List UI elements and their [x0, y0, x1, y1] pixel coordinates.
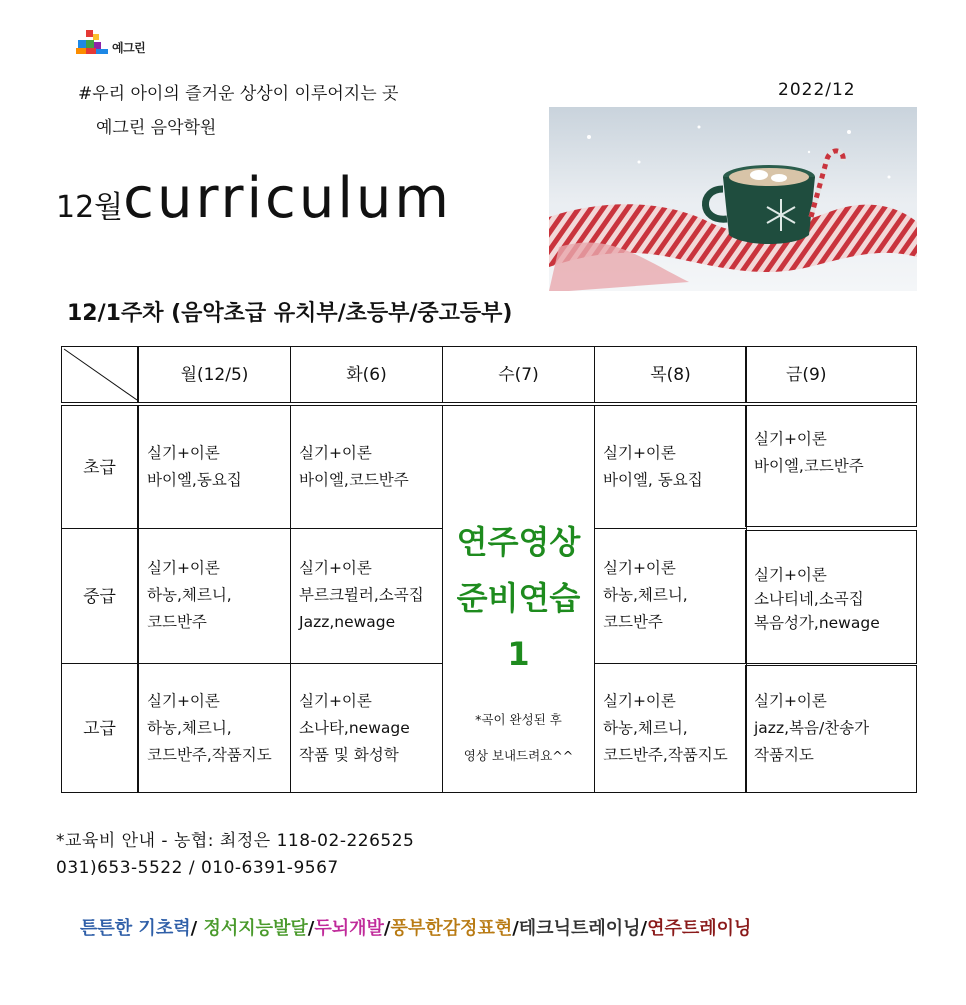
level-label-advanced: 고급 — [61, 663, 138, 793]
cell-text: 실기+이론 — [754, 430, 827, 448]
level-label-beginner: 초급 — [61, 405, 138, 529]
cell-text: 바이엘, 동요집 — [603, 471, 703, 489]
slogan-4: 풍부한감정표현 — [390, 918, 513, 939]
cell-text: 복음성가,newage — [754, 614, 880, 632]
cell-text: 바이엘,코드반주 — [299, 471, 409, 489]
special-title-line: 1 — [507, 635, 530, 673]
cell-beginner-thu — [594, 405, 747, 529]
special-title-line: 준비연습 — [456, 579, 581, 617]
day-header-fri: 금(9) — [745, 346, 917, 403]
title-month: 12월 — [56, 190, 124, 225]
title-word: curriculum — [123, 166, 452, 231]
cell-advanced-mon — [138, 663, 291, 793]
phone-numbers: 031)653-5522 / 010-6391-9567 — [56, 858, 339, 878]
cell-text: 실기+이론 — [299, 559, 372, 577]
cell-intermediate-tue — [290, 528, 443, 664]
slash-separator: / — [383, 918, 391, 939]
program-slogans — [80, 914, 751, 940]
logo-text: 예그린 — [112, 41, 146, 55]
winter-cocoa-mug-scarf-image — [549, 107, 917, 291]
tuition-info: *교육비 안내 - 농협: 최정은 118-02-226525 — [56, 831, 415, 851]
cell-intermediate-fri — [745, 530, 917, 664]
day-header-wed: 수(7) — [442, 346, 595, 403]
slogan-3: 두뇌개발 — [314, 918, 384, 939]
cell-advanced-tue — [290, 663, 443, 793]
cell-intermediate-mon — [138, 528, 291, 664]
cell-advanced-fri — [745, 665, 917, 793]
cell-text: 소나타,newage — [299, 719, 410, 737]
slash-separator: / — [512, 918, 519, 939]
day-header-tue: 화(6) — [290, 346, 443, 403]
slogan-5: 테크닉트레이닝 — [518, 918, 641, 939]
slash-separator: / — [307, 918, 315, 939]
curriculum-table — [61, 346, 917, 793]
level-label-intermediate: 중급 — [61, 528, 138, 664]
cell-text: 실기+이론 — [603, 444, 676, 462]
cell-beginner-fri — [745, 405, 917, 527]
cell-text: 실기+이론 — [147, 692, 220, 710]
cell-text: 실기+이론 — [603, 559, 676, 577]
cell-wednesday-special — [442, 405, 595, 793]
cell-advanced-thu — [594, 663, 747, 793]
cell-text: 코드반주 — [147, 613, 207, 631]
cell-beginner-mon — [138, 405, 291, 529]
day-header-mon: 월(12/5) — [138, 346, 291, 403]
slogan-6: 연주트레이닝 — [647, 918, 752, 939]
page-title — [56, 166, 452, 231]
special-note — [443, 702, 594, 774]
cell-text: 작품 및 화성학 — [299, 746, 399, 764]
slogan-2: 정서지능발달 — [203, 918, 308, 939]
special-title — [443, 514, 594, 682]
logo-blocks-icon — [76, 30, 112, 58]
date-label: 2022/12 — [778, 80, 856, 100]
cell-text: Jazz,newage — [299, 613, 396, 631]
cell-beginner-tue — [290, 405, 443, 529]
academy-logo — [76, 30, 166, 58]
cell-intermediate-thu — [594, 528, 747, 664]
special-note-line: *곡이 완성된 후 — [475, 712, 562, 727]
academy-name: 예그린 음악학원 — [96, 118, 217, 138]
academy-slogan: #우리 아이의 즐거운 상상이 이루어지는 곳 — [78, 84, 399, 104]
corner-cell — [61, 346, 138, 403]
cell-text: 실기+이론 — [754, 692, 827, 710]
cell-text: 하농,체르니, — [603, 586, 688, 604]
slash-separator: / — [190, 918, 204, 939]
cell-text: 실기+이론 — [147, 559, 220, 577]
day-header-thu: 목(8) — [594, 346, 747, 403]
cell-text: 실기+이론 — [299, 444, 372, 462]
cell-text: 하농,체르니, — [147, 586, 232, 604]
special-note-line: 영상 보내드려요^^ — [463, 748, 574, 763]
cell-text: 하농,체르니, — [603, 719, 688, 737]
special-title-line: 연주영상 — [456, 523, 581, 561]
week-heading: 12/1주차 (음악초급 유치부/초등부/중고등부) — [67, 301, 513, 326]
cell-text: 하농,체르니, — [147, 719, 232, 737]
cell-text: 코드반주,작품지도 — [147, 746, 272, 764]
cell-text: 실기+이론 — [299, 692, 372, 710]
cell-text: 소나티네,소곡집 — [754, 590, 864, 608]
cell-text: 바이엘,코드반주 — [754, 457, 864, 475]
cell-text: 코드반주,작품지도 — [603, 746, 728, 764]
cell-text: 실기+이론 — [754, 566, 827, 584]
cell-text: jazz,복음/찬송가 — [754, 719, 870, 737]
cell-text: 부르크뮐러,소곡집 — [299, 586, 424, 604]
slash-separator: / — [640, 918, 648, 939]
cell-text: 바이엘,동요집 — [147, 471, 242, 489]
cell-text: 실기+이론 — [603, 692, 676, 710]
cell-text: 실기+이론 — [147, 444, 220, 462]
slogan-1: 튼튼한 기초력 — [80, 918, 191, 939]
cell-text: 작품지도 — [754, 746, 814, 764]
cell-text: 코드반주 — [603, 613, 663, 631]
